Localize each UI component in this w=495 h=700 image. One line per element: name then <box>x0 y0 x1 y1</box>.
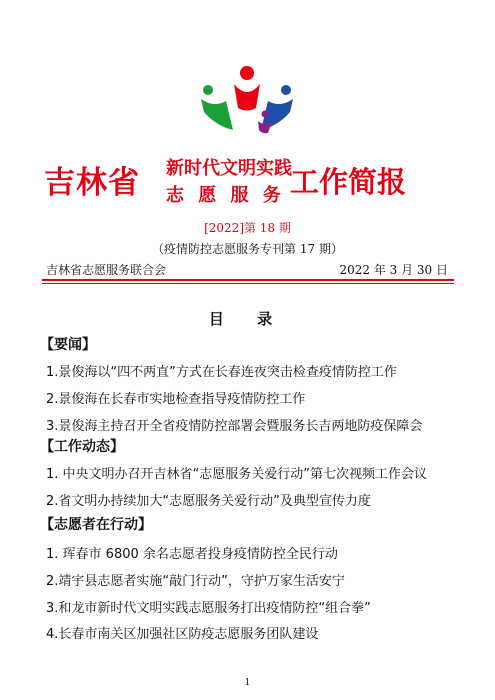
toc-item[interactable]: 3.景俊海主持召开全省疫情防控部署会暨服务长吉两地防疫保障会 <box>46 419 423 434</box>
masthead-tagline-line2: 志 愿 服 务 <box>166 185 285 206</box>
toc-item[interactable]: 1.景俊海以“四不两直”方式在长春连夜突击检查疫情防控工作 <box>46 365 397 380</box>
logo-green-figure <box>201 85 233 130</box>
header-divider-thin <box>42 283 454 284</box>
issue-number: [2022]第 18 期 <box>204 221 291 235</box>
toc-heading: 目 录 <box>208 310 287 328</box>
toc-item[interactable]: 2.省文明办持续加大“志愿服务关爱行动”及典型宣传力度 <box>46 494 371 509</box>
toc-section-volunteers-in-action: 【志愿者在行动】 <box>40 517 152 533</box>
masthead-tagline-line1: 新时代文明实践 <box>166 158 292 179</box>
toc-section-work-updates: 【工作动态】 <box>40 439 124 455</box>
header-divider-thick <box>42 279 454 281</box>
page-number: 1 <box>244 678 251 688</box>
logo-blue-figure <box>261 85 293 130</box>
toc-item[interactable]: 3.和龙市新时代文明实践志愿服务打出疫情防控“组合拳” <box>46 601 371 616</box>
special-edition: （疫情防控志愿服务专刊第 17 期） <box>152 242 343 256</box>
toc-item[interactable]: 2.靖宇县志愿者实施“敲门行动”，守护万家生活安宁 <box>46 574 345 589</box>
toc-item[interactable]: 4.长春市南关区加强社区防疫志愿服务团队建设 <box>46 627 319 642</box>
logo-red-figure <box>234 66 260 111</box>
toc-item[interactable]: 2.景俊海在长春市实地检查指导疫情防控工作 <box>46 392 306 407</box>
toc-section-news: 【要闻】 <box>40 337 96 353</box>
volunteer-logo <box>0 0 495 150</box>
masthead-bulletin-title: 工作简报 <box>290 165 407 199</box>
organization-name: 吉林省志愿服务联合会 <box>46 263 167 277</box>
toc-item[interactable]: 1. 珲春市 6800 余名志愿者投身疫情防控全民行动 <box>46 547 338 562</box>
masthead-province: 吉林省 <box>44 165 140 201</box>
issue-date: 2022 年 3 月 30 日 <box>339 263 448 277</box>
toc-item[interactable]: 1. 中央文明办召开吉林省“志愿服务关爱行动”第七次视频工作会议 <box>46 467 428 482</box>
